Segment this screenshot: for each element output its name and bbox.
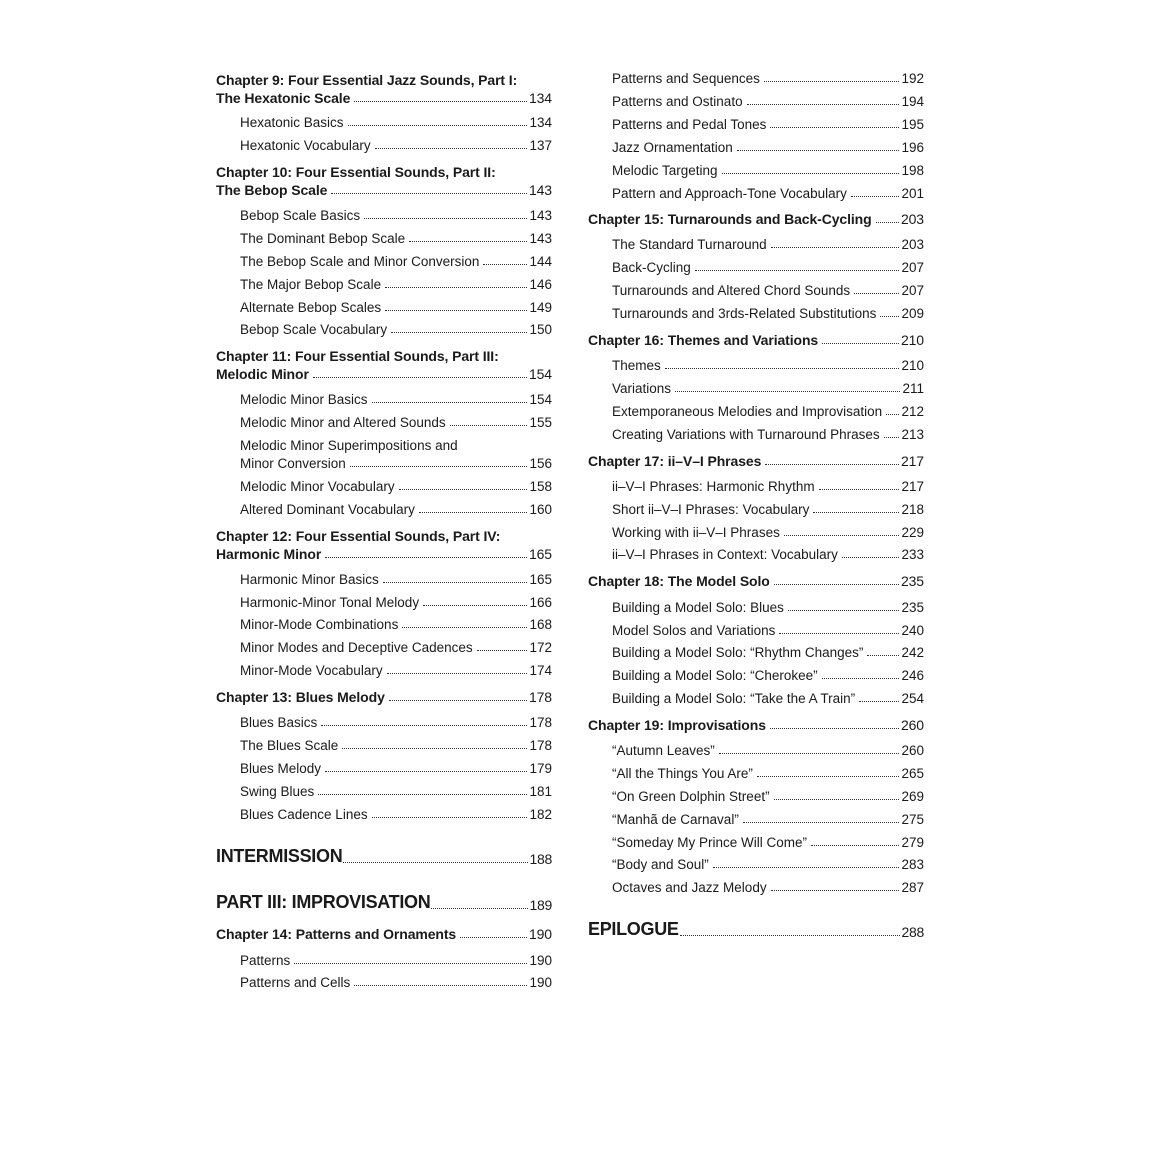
dot-leader (372, 817, 528, 818)
toc-page-number: 201 (901, 186, 924, 201)
toc-entry-title: “Manhã de Carnaval” (612, 812, 739, 827)
toc-page-number: 229 (901, 525, 924, 540)
dot-leader (409, 241, 527, 242)
toc-entry-title: Harmonic-Minor Tonal Melody (240, 595, 420, 610)
toc-entry (588, 665, 924, 683)
toc-entry (588, 499, 924, 517)
toc-page-number: 203 (900, 211, 924, 227)
toc-entry-title: Minor-Mode Combinations (240, 617, 399, 632)
toc-entry-title: Harmonic Minor (216, 546, 322, 562)
dot-leader (383, 582, 528, 583)
toc-page-number: 192 (901, 71, 924, 86)
toc-page-number: 210 (901, 358, 924, 373)
dot-leader (695, 270, 900, 271)
toc-entry (588, 763, 924, 781)
toc-entry (216, 712, 552, 730)
toc-entry (216, 205, 552, 223)
toc-entry (216, 781, 552, 799)
toc-entry-title: Creating Variations with Turnaround Phrases (612, 427, 880, 442)
toc-entry-title: EPILOGUE (588, 919, 679, 939)
toc-page-number: 174 (529, 663, 552, 678)
dot-leader (719, 753, 900, 754)
toc-entry (216, 389, 552, 407)
toc-page-number: 172 (529, 640, 552, 655)
toc-entry (588, 257, 924, 275)
toc-entry-title-line1: Chapter 11: Four Essential Sounds, Part III: (216, 348, 499, 364)
toc-entry (588, 114, 924, 132)
toc-entry (216, 297, 552, 315)
dot-leader (886, 414, 899, 415)
toc-page-number: 233 (901, 547, 924, 562)
toc-entry-title-line1: Chapter 12: Four Essential Sounds, Part IV: (216, 528, 501, 544)
toc-page-number: 240 (901, 623, 924, 638)
toc-entry-title: Blues Melody (240, 761, 322, 776)
toc-entry (216, 274, 552, 292)
toc-entry (216, 112, 552, 130)
toc-chapter-heading (216, 164, 552, 198)
toc-entry (216, 804, 552, 822)
dot-leader (331, 193, 527, 194)
toc-entry-title: Pattern and Approach-Tone Vocabulary (612, 186, 847, 201)
toc-entry-title: Chapter 15: Turnarounds and Back-Cycling (588, 211, 872, 227)
toc-page-number: 143 (529, 231, 552, 246)
toc-entry (216, 135, 552, 153)
dot-leader (811, 845, 899, 846)
dot-leader (771, 890, 900, 891)
toc-page-number: 181 (529, 784, 552, 799)
toc-page-number: 235 (901, 600, 924, 615)
toc-page-number: 178 (529, 738, 552, 753)
dot-leader (764, 81, 900, 82)
toc-page-number: 190 (529, 953, 552, 968)
toc-entry-title: INTERMISSION (216, 846, 343, 866)
toc-entry-title: Themes (612, 358, 661, 373)
dot-leader (375, 148, 528, 149)
toc-entry-title: Patterns and Cells (240, 975, 351, 990)
toc-entry (216, 228, 552, 246)
dot-leader (680, 935, 900, 936)
toc-page-number: 218 (901, 502, 924, 517)
toc-entry-title: Minor Conversion (240, 456, 346, 471)
toc-page-number: 194 (901, 94, 924, 109)
toc-page-number: 179 (529, 761, 552, 776)
toc-entry (216, 438, 552, 471)
toc-entry-title: Altered Dominant Vocabulary (240, 502, 415, 517)
toc-page-number: 154 (528, 366, 552, 382)
toc-page-number: 146 (529, 277, 552, 292)
dot-leader (713, 867, 900, 868)
dot-leader (483, 264, 527, 265)
dot-leader (880, 316, 899, 317)
dot-leader (722, 173, 900, 174)
dot-leader (325, 557, 527, 558)
toc-entry-title: Patterns and Sequences (612, 71, 760, 86)
toc-entry (588, 68, 924, 86)
dot-leader (399, 489, 528, 490)
toc-entry (588, 234, 924, 252)
toc-entry (588, 620, 924, 638)
toc-entry-title: The Major Bebop Scale (240, 277, 382, 292)
dot-leader (477, 650, 528, 651)
toc-page-number: 160 (529, 502, 552, 517)
toc-page-number: 260 (901, 743, 924, 758)
dot-leader (665, 368, 900, 369)
toc-entry-title: Turnarounds and Altered Chord Sounds (612, 283, 851, 298)
toc-entry-title: “Someday My Prince Will Come” (612, 835, 808, 850)
dot-leader (385, 310, 527, 311)
toc-entry (588, 877, 924, 895)
dot-leader (391, 332, 527, 333)
dot-leader (771, 247, 900, 248)
toc-part-heading (216, 843, 552, 867)
toc-entry (588, 809, 924, 827)
toc-page-number: 213 (901, 427, 924, 442)
toc-entry (216, 758, 552, 776)
toc-chapter-heading (588, 571, 924, 589)
toc-entry (588, 786, 924, 804)
toc-page-number: 235 (900, 573, 924, 589)
toc-page-number: 203 (901, 237, 924, 252)
toc-entry (588, 303, 924, 321)
toc-page-number: 149 (529, 300, 552, 315)
toc-page-number: 288 (901, 924, 924, 940)
dot-leader (348, 125, 528, 126)
dot-leader (747, 104, 900, 105)
toc-entry-title-line1: Melodic Minor Superimpositions and (240, 438, 458, 453)
toc-chapter-heading (588, 715, 924, 733)
toc-page-number: 155 (529, 415, 552, 430)
toc-entry-title: Building a Model Solo: “Cherokee” (612, 668, 818, 683)
toc-chapter-heading (216, 924, 552, 942)
toc-page-number: 144 (529, 254, 552, 269)
toc-entry-title: Variations (612, 381, 672, 396)
toc-chapter-heading (588, 209, 924, 227)
toc-page-number: 283 (901, 857, 924, 872)
toc-page-number: 165 (528, 546, 552, 562)
dot-leader (842, 557, 900, 558)
toc-page-number: 190 (529, 975, 552, 990)
toc-page-number: 189 (529, 897, 552, 913)
toc-entry (216, 660, 552, 678)
toc-entry-title: The Standard Turnaround (612, 237, 767, 252)
toc-entry (216, 569, 552, 587)
toc-entry-title: Building a Model Solo: Blues (612, 600, 784, 615)
toc-page-number: 260 (900, 717, 924, 733)
toc-chapter-heading (588, 451, 924, 469)
toc-entry (588, 160, 924, 178)
toc-entry-title-line1: Chapter 9: Four Essential Jazz Sounds, Part I: (216, 72, 518, 88)
toc-entry-title: The Blues Scale (240, 738, 339, 753)
toc-page-number: 166 (529, 595, 552, 610)
toc-entry-title: Chapter 16: Themes and Variations (588, 332, 819, 348)
dot-leader (757, 776, 900, 777)
toc-entry-title: Turnarounds and 3rds-Related Substitutions (612, 306, 877, 321)
toc-page-number: 158 (529, 479, 552, 494)
toc-entry (216, 251, 552, 269)
dot-leader (431, 908, 527, 909)
toc-page-number: 269 (901, 789, 924, 804)
toc-chapter-heading (216, 72, 552, 106)
toc-entry (216, 735, 552, 753)
toc-entry (588, 280, 924, 298)
toc-entry (588, 378, 924, 396)
toc-page-number: 156 (529, 456, 552, 471)
toc-page-number: 287 (901, 880, 924, 895)
dot-leader (402, 627, 527, 628)
toc-page-number: 217 (900, 453, 924, 469)
toc-page-number: 212 (901, 404, 924, 419)
toc-entry-title: Short ii–V–I Phrases: Vocabulary (612, 502, 810, 517)
dot-leader (822, 343, 899, 344)
toc-entry-title: Melodic Minor and Altered Sounds (240, 415, 446, 430)
dot-leader (354, 985, 527, 986)
toc-entry-title: Back-Cycling (612, 260, 691, 275)
dot-leader (779, 633, 899, 634)
toc-page-number: 154 (529, 392, 552, 407)
toc-entry (588, 544, 924, 562)
toc-entry-title: Melodic Minor Vocabulary (240, 479, 395, 494)
dot-leader (788, 610, 900, 611)
toc-entry-title: The Bebop Scale and Minor Conversion (240, 254, 480, 269)
dot-leader (372, 402, 528, 403)
dot-leader (342, 748, 527, 749)
dot-leader (385, 287, 527, 288)
toc-entry-title: “Autumn Leaves” (612, 743, 715, 758)
toc-entry (588, 642, 924, 660)
toc-entry-title: Alternate Bebop Scales (240, 300, 382, 315)
toc-page-number: 217 (901, 479, 924, 494)
dot-leader (774, 799, 900, 800)
toc-page-number: 195 (901, 117, 924, 132)
toc-entry-title: Bebop Scale Vocabulary (240, 322, 388, 337)
dot-leader (313, 377, 527, 378)
toc-entry-title-line1: Chapter 10: Four Essential Sounds, Part II: (216, 164, 496, 180)
toc-entry-title: Blues Cadence Lines (240, 807, 368, 822)
toc-entry (216, 476, 552, 494)
toc-entry-title: Model Solos and Variations (612, 623, 776, 638)
toc-entry (588, 355, 924, 373)
toc-entry (588, 832, 924, 850)
toc-entry (216, 592, 552, 610)
dot-leader (859, 701, 899, 702)
toc-entry-title: “Body and Soul” (612, 857, 709, 872)
toc-entry-title: Octaves and Jazz Melody (612, 880, 767, 895)
toc-entry-title: Patterns (240, 953, 291, 968)
toc-chapter-heading (216, 348, 552, 382)
toc-entry (588, 91, 924, 109)
dot-leader (851, 196, 900, 197)
dot-leader (354, 101, 527, 102)
toc-page-number: 198 (901, 163, 924, 178)
toc-entry-title: Swing Blues (240, 784, 315, 799)
toc-entry-title: Chapter 17: ii–V–I Phrases (588, 453, 762, 469)
toc-entry-title: Chapter 13: Blues Melody (216, 689, 385, 705)
toc-entry-title: Chapter 14: Patterns and Ornaments (216, 926, 457, 942)
toc-page-number: 279 (901, 835, 924, 850)
toc-page-number: 165 (529, 572, 552, 587)
dot-leader (389, 700, 527, 701)
toc-entry (588, 597, 924, 615)
toc-entry (216, 950, 552, 968)
toc-page-number: 190 (528, 926, 552, 942)
toc-chapter-heading (588, 330, 924, 348)
toc-page-number: 143 (529, 208, 552, 223)
toc-page-number: 150 (529, 322, 552, 337)
toc-entry-title: Minor-Mode Vocabulary (240, 663, 383, 678)
toc-entry-title: Hexatonic Vocabulary (240, 138, 371, 153)
dot-leader (822, 678, 900, 679)
dot-leader (343, 862, 527, 863)
toc-page-number: 178 (529, 715, 552, 730)
toc-entry (588, 476, 924, 494)
toc-entry-title: Jazz Ornamentation (612, 140, 733, 155)
dot-leader (784, 535, 900, 536)
dot-leader (350, 466, 528, 467)
toc-page-number: 207 (901, 283, 924, 298)
toc-entry-title: Bebop Scale Basics (240, 208, 361, 223)
toc-page-number: 182 (529, 807, 552, 822)
toc-page-number: 178 (528, 689, 552, 705)
toc-entry (588, 688, 924, 706)
toc-entry-title: Patterns and Ostinato (612, 94, 743, 109)
toc-entry (216, 614, 552, 632)
toc-entry-title: The Hexatonic Scale (216, 90, 351, 106)
dot-leader (765, 464, 899, 465)
toc-chapter-heading (216, 528, 552, 562)
toc-page-number: 143 (528, 182, 552, 198)
toc-entry-title: The Bebop Scale (216, 182, 328, 198)
toc-entry-title: Working with ii–V–I Phrases (612, 525, 780, 540)
toc-entry-title: ii–V–I Phrases: Harmonic Rhythm (612, 479, 815, 494)
dot-leader (774, 584, 899, 585)
toc-page-number: 242 (901, 645, 924, 660)
dot-leader (813, 512, 899, 513)
dot-leader (770, 728, 899, 729)
toc-entry-title: Harmonic Minor Basics (240, 572, 379, 587)
toc-entry-title: “All the Things You Are” (612, 766, 753, 781)
dot-leader (737, 150, 900, 151)
dot-leader (819, 489, 900, 490)
dot-leader (423, 605, 527, 606)
toc-entry-title: PART III: IMPROVISATION (216, 892, 431, 912)
toc-page-number: 211 (902, 381, 924, 396)
toc-entry (588, 137, 924, 155)
dot-leader (876, 222, 899, 223)
toc-entry-title: “On Green Dolphin Street” (612, 789, 770, 804)
toc-entry-title: Melodic Minor Basics (240, 392, 368, 407)
toc-entry (216, 319, 552, 337)
toc-page-number: 134 (528, 90, 552, 106)
toc-page-number: 246 (901, 668, 924, 683)
dot-leader (743, 822, 900, 823)
toc-entry (588, 522, 924, 540)
toc-entry-title: ii–V–I Phrases in Context: Vocabulary (612, 547, 838, 562)
dot-leader (321, 725, 527, 726)
dot-leader (675, 391, 900, 392)
toc-entry (588, 401, 924, 419)
dot-leader (884, 437, 900, 438)
dot-leader (770, 127, 899, 128)
toc-entry-title: Melodic Targeting (612, 163, 718, 178)
toc-entry (216, 972, 552, 990)
toc-entry (588, 854, 924, 872)
dot-leader (460, 937, 527, 938)
toc-page-number: 137 (529, 138, 552, 153)
toc-page-number: 134 (529, 115, 552, 130)
toc-part-heading (588, 916, 924, 940)
toc-entry (216, 499, 552, 517)
toc-entry-title: Patterns and Pedal Tones (612, 117, 767, 132)
toc-entry (588, 183, 924, 201)
toc-page-number: 210 (900, 332, 924, 348)
dot-leader (387, 673, 528, 674)
toc-entry-title: The Dominant Bebop Scale (240, 231, 406, 246)
toc-entry-title: Chapter 18: The Model Solo (588, 573, 770, 589)
toc-entry-title: Building a Model Solo: “Rhythm Changes” (612, 645, 864, 660)
toc-entry-title: Melodic Minor (216, 366, 309, 382)
toc-entry-title: Minor Modes and Deceptive Cadences (240, 640, 473, 655)
toc-page-number: 209 (901, 306, 924, 321)
toc-page-number: 265 (901, 766, 924, 781)
toc-entry-title: Chapter 19: Improvisations (588, 717, 766, 733)
toc-chapter-heading (216, 687, 552, 705)
toc-page-number: 254 (901, 691, 924, 706)
toc-entry (588, 740, 924, 758)
toc-entry (588, 424, 924, 442)
toc-page-number: 207 (901, 260, 924, 275)
toc-page-number: 275 (901, 812, 924, 827)
dot-leader (318, 794, 527, 795)
toc-page-number: 196 (901, 140, 924, 155)
toc-part-heading (216, 889, 552, 913)
toc-entry (216, 637, 552, 655)
dot-leader (364, 218, 527, 219)
toc-entry-title: Extemporaneous Melodies and Improvisation (612, 404, 883, 419)
dot-leader (854, 293, 899, 294)
toc-entry (216, 412, 552, 430)
toc-page-number: 188 (529, 851, 552, 867)
dot-leader (325, 771, 527, 772)
toc-page-number: 168 (529, 617, 552, 632)
dot-leader (419, 512, 528, 513)
toc-entry-title: Building a Model Solo: “Take the A Train” (612, 691, 856, 706)
dot-leader (294, 963, 527, 964)
dot-leader (450, 425, 528, 426)
toc-entry-title: Blues Basics (240, 715, 318, 730)
dot-leader (867, 655, 899, 656)
toc-entry-title: Hexatonic Basics (240, 115, 344, 130)
